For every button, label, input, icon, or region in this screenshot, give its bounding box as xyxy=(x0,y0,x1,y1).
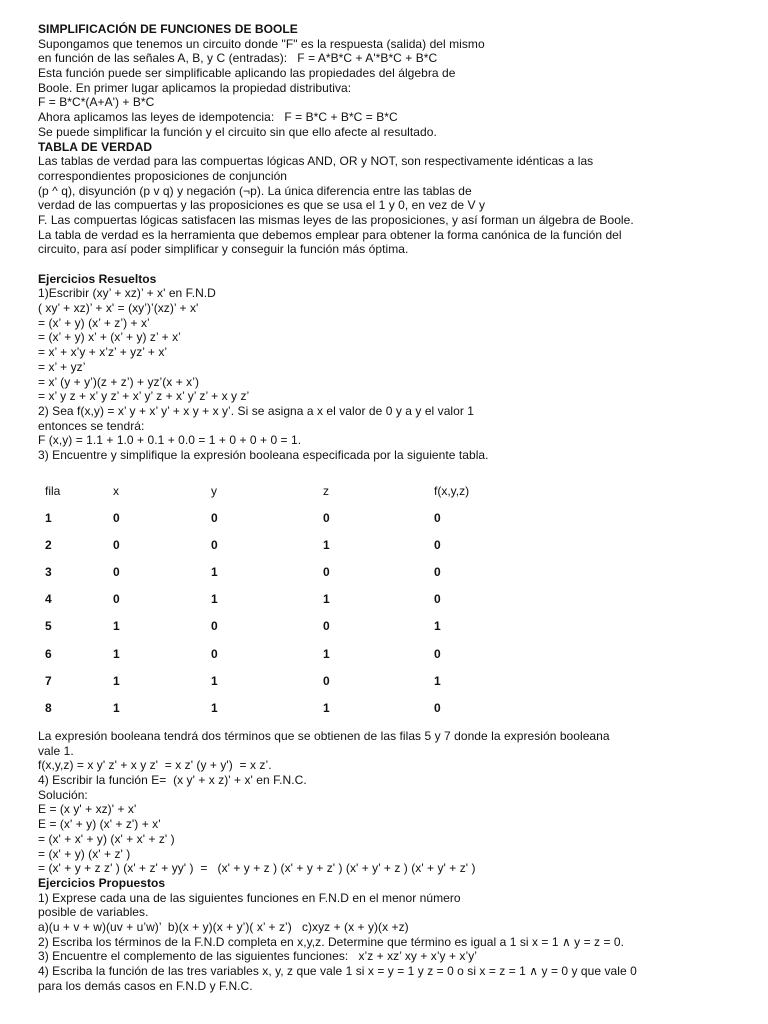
table-cell: 0 xyxy=(211,646,218,661)
block1-line: ( xy’ + xz)’ + x' = (xy’)’(xz)’ + x' xyxy=(38,301,199,316)
table-cell: 7 xyxy=(45,673,52,688)
block2-line: E = (x' + y) (x' + z') + x' xyxy=(38,817,161,832)
table-cell: 8 xyxy=(45,700,52,715)
table-cell: 0 xyxy=(113,538,120,553)
block1-line: 3) Encuentre y simplifique la expresión booleana especificada por la siguiente tabla. xyxy=(38,447,489,462)
table-cell: 1 xyxy=(113,673,120,688)
table-cell: 0 xyxy=(211,619,218,634)
table-cell: 0 xyxy=(113,592,120,607)
block1-line: = x’ (y + y’)(z + z’) + yz’(x + x’) xyxy=(38,374,199,389)
block1-line: circuito, para así poder simplificar y conseguir la función más óptima. xyxy=(38,242,409,257)
table-cell: 2 xyxy=(45,538,52,553)
block2-line: para los demás casos en F.N.D y F.N.C. xyxy=(38,978,253,993)
block2-line: a)(u + v + w)(uv + u’w)’ b)(x + y)(x + y’)( x’ + z’) c)xyz + (x + y)(x +z) xyxy=(38,919,409,934)
block1-line: en función de las señales A, B, y C (entradas): F = A*B*C + A'*B*C + B*C xyxy=(38,51,438,66)
table-header-cell: z xyxy=(323,484,329,498)
text-block-intro xyxy=(38,22,748,463)
block2-line: Solución: xyxy=(38,787,88,802)
block2-line: = (x' + y) (x' + z' ) xyxy=(38,846,131,861)
table-cell: 1 xyxy=(113,619,120,634)
block2-line: = (x' + y + z z' ) (x' + z' + yy' ) = (x' + y + z ) (x' + y + z' ) (x' + y' + z ) (x' + y' + z' ) xyxy=(38,861,476,876)
block1-line: = (x’ + y) x’ + (x’ + y) z’ + x’ xyxy=(38,330,181,345)
table-cell: 1 xyxy=(211,700,218,715)
table-cell: 0 xyxy=(211,538,218,553)
table-cell: 1 xyxy=(113,700,120,715)
table-header-cell: y xyxy=(211,484,217,498)
block1-line: 2) Sea f(x,y) = x’ y + x’ y’ + x y + x y’. Si se asigna a x el valor de 0 y a y el valor 1 xyxy=(38,403,475,418)
table-header-cell: fila xyxy=(45,484,61,498)
block1-line: correspondientes proposiciones de conjunción xyxy=(38,168,288,183)
block1-line xyxy=(38,257,748,272)
block2-line: La expresión booleana tendrá dos términos que se obtienen de las filas 5 y 7 donde la expresión booleana xyxy=(38,729,610,743)
table-cell: 4 xyxy=(45,592,52,607)
block1-line: = (x’ + y) (x’ + z’) + x’ xyxy=(38,315,150,330)
block2-line: Ejercicios Propuestos xyxy=(38,875,166,890)
table-cell: 0 xyxy=(323,673,330,688)
table-cell: 1 xyxy=(45,511,52,525)
block2-line: 4) Escribir la función E= (x y' + x z)' + x' en F.N.C. xyxy=(38,773,307,788)
block2-line: = (x' + x' + y) (x' + x' + z' ) xyxy=(38,831,175,846)
table-cell: 0 xyxy=(211,511,218,525)
table-cell: 1 xyxy=(323,538,330,553)
table-cell: 0 xyxy=(323,565,330,580)
block1-line: (p ^ q), disyunción (p v q) y negación (¬p). La única diferencia entre las tablas de xyxy=(38,183,472,198)
table-header-cell: x xyxy=(113,484,119,498)
block1-line: Las tablas de verdad para las compuertas lógicas AND, OR y NOT, son respectivamente idénticas a las xyxy=(38,154,594,169)
block2-line: posible de variables. xyxy=(38,905,149,920)
block1-line: 1)Escribir (xy’ + xz)’ + x' en F.N.D xyxy=(38,286,216,301)
block1-line: TABLA DE VERDAD xyxy=(38,139,153,154)
table-cell: 1 xyxy=(211,673,218,688)
block2-line: vale 1. xyxy=(38,743,74,758)
table-cell: 1 xyxy=(323,646,330,661)
table-cell: 0 xyxy=(323,619,330,634)
block2-line: 4) Escriba la función de las tres variables x, y, z que vale 1 si x = y = 1 y z = 0 o si x = z = 1 ∧ y = 0 y que vale 0 xyxy=(38,964,637,978)
block1-line: = x’ y z + x’ y z’ + x’ y’ z + x’ y’ z’ + x y z’ xyxy=(38,389,250,404)
table-cell: 0 xyxy=(113,511,120,525)
table-cell: 5 xyxy=(45,619,52,634)
table-cell: 0 xyxy=(434,538,441,553)
block1-line: Ahora aplicamos las leyes de idempotencia: F = B*C + B*C = B*C xyxy=(38,110,398,125)
table-cell: 1 xyxy=(323,700,330,715)
block1-line: SIMPLIFICACIÓN DE FUNCIONES DE BOOLE xyxy=(38,22,298,36)
block2-line: 2) Escriba los términos de la F.N.D completa en x,y,z. Determine que término es igual a 1 si x = 1 ∧ y = z = 0. xyxy=(38,934,625,949)
block1-line: Esta función puede ser simplificable aplicando las propiedades del álgebra de xyxy=(38,66,456,81)
block1-line: = x’ + x’y + x’z’ + yz’ + x’ xyxy=(38,345,168,360)
block1-line: F (x,y) = 1.1 + 1.0 + 0.1 + 0.0 = 1 + 0 + 0 + 0 = 1. xyxy=(38,433,302,448)
block2-line: 3) Encuentre el complemento de las siguientes funciones: x’z + xz’ xy + x’y + x’y’ xyxy=(38,949,477,964)
block2-line: f(x,y,z) = x y' z' + x y z' = x z' (y + y') = x z’. xyxy=(38,758,272,773)
block1-line: F. Las compuertas lógicas satisfacen las mismas leyes de las proposiciones, y así forman un álgebra de Boole. xyxy=(38,212,634,227)
block1-line: La tabla de verdad es la herramienta que debemos emplear para obtener la forma canónica de la función del xyxy=(38,227,622,242)
block2-line: 1) Exprese cada una de las siguientes funciones en F.N.D en el menor número xyxy=(38,890,461,905)
table-cell: 0 xyxy=(434,511,441,525)
table-cell: 1 xyxy=(113,646,120,661)
table-cell: 0 xyxy=(434,646,441,661)
block1-line: Supongamos que tenemos un circuito donde "F" es la respuesta (salida) del mismo xyxy=(38,36,485,51)
table-cell: 1 xyxy=(211,565,218,580)
block1-line: F = B*C*(A+A') + B*C xyxy=(38,95,155,110)
block1-line: entonces se tendrá: xyxy=(38,418,145,433)
block2-line: E = (x y' + xz)' + x' xyxy=(38,802,137,817)
table-cell: 1 xyxy=(211,592,218,607)
table-cell: 0 xyxy=(113,565,120,580)
table-cell: 1 xyxy=(434,673,441,688)
table-header-cell: f(x,y,z) xyxy=(434,484,470,498)
table-cell: 6 xyxy=(45,646,52,661)
block1-line: Se puede simplificar la función y el circuito sin que ello afecte al resultado. xyxy=(38,124,437,139)
table-cell: 0 xyxy=(434,592,441,607)
block1-line: = x’ + yz’ xyxy=(38,359,86,374)
block1-line: Boole. En primer lugar aplicamos la propiedad distributiva: xyxy=(38,80,352,95)
table-cell: 0 xyxy=(434,700,441,715)
text-block-solutions xyxy=(38,729,748,993)
table-cell: 1 xyxy=(323,592,330,607)
table-cell: 0 xyxy=(323,511,330,525)
block1-line: verdad de las compuertas y las proposiciones es que se usa el 1 y 0, en vez de V y xyxy=(38,198,486,213)
table-cell: 0 xyxy=(434,565,441,580)
table-cell: 1 xyxy=(434,619,441,634)
table-cell: 3 xyxy=(45,565,52,580)
block1-line: Ejercicios Resueltos xyxy=(38,271,157,286)
